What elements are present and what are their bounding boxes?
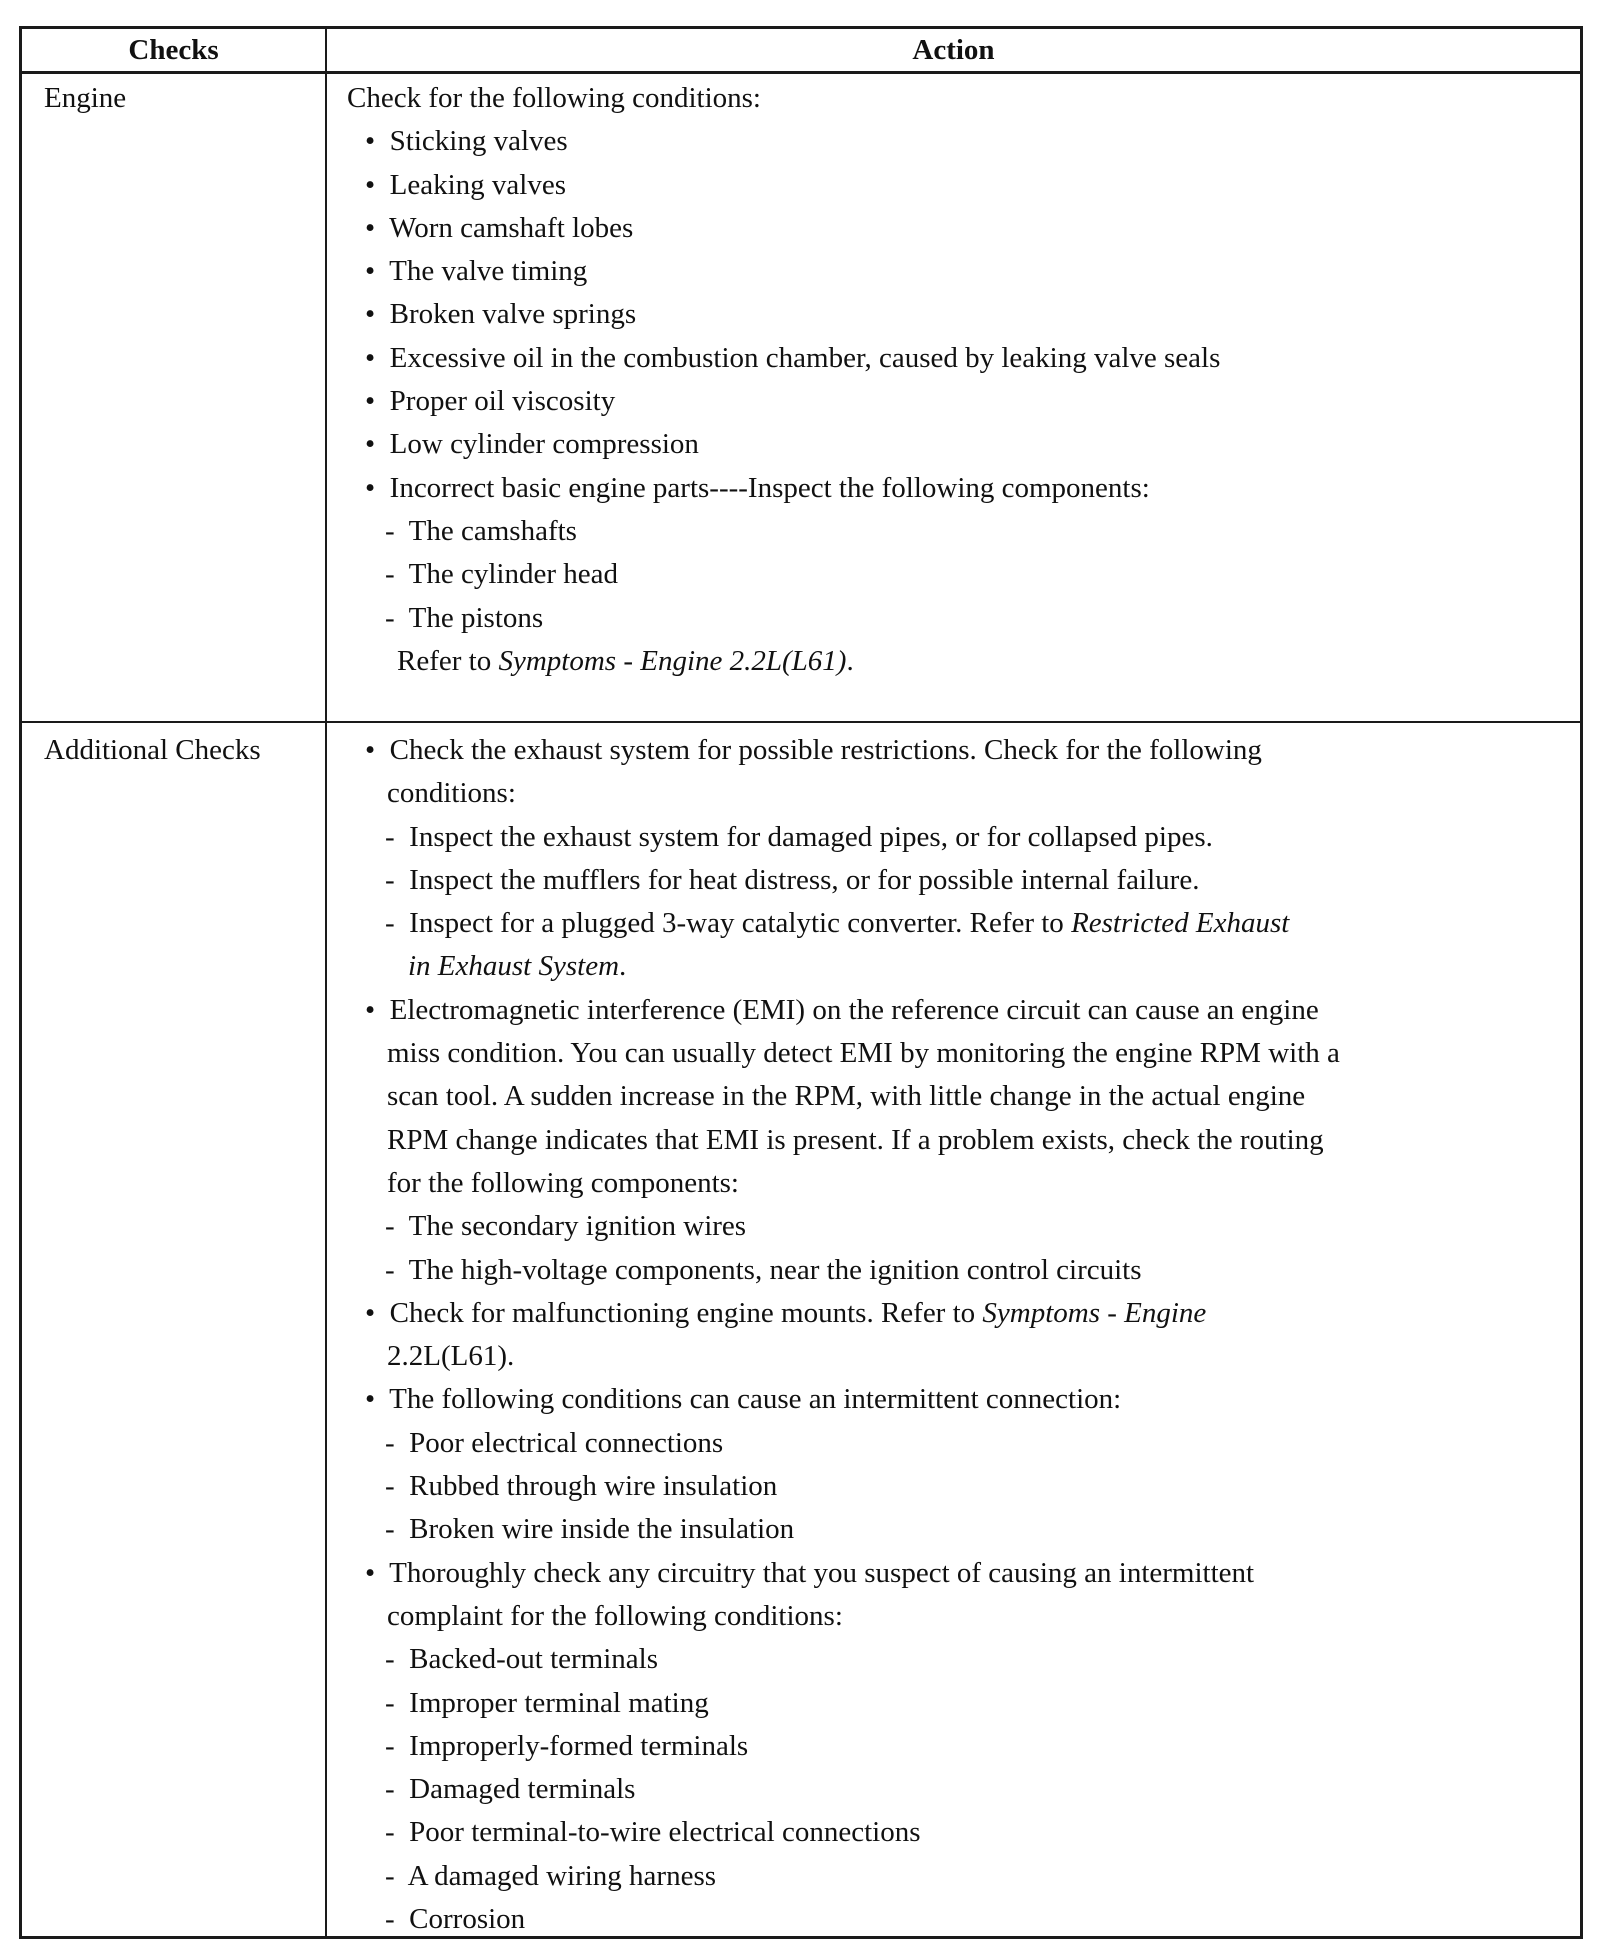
list-item: • Electromagnetic interference (EMI) on the reference circuit can cause an engine: [365, 993, 1319, 1026]
list-item: • Broken valve springs: [365, 298, 637, 331]
sub-item: - The camshafts: [385, 514, 577, 547]
list-item-continuation: RPM change indicates that EMI is present. If a problem exists, check the routing: [387, 1123, 1324, 1156]
table-header: [22, 29, 1580, 74]
engine-intro: Check for the following conditions:: [347, 82, 761, 114]
list-item: • Proper oil viscosity: [365, 385, 616, 418]
column-divider: [325, 29, 327, 1936]
sub-item: - A damaged wiring harness: [385, 1859, 717, 1892]
sub-item: - The cylinder head: [385, 558, 618, 591]
list-item: • Excessive oil in the combustion chamber, caused by leaking valve seals: [365, 341, 1221, 374]
sub-item: - Corrosion: [385, 1903, 526, 1936]
sub-item: - Inspect the exhaust system for damaged pipes, or for collapsed pipes.: [385, 820, 1213, 853]
sub-item: - The secondary ignition wires: [385, 1210, 747, 1243]
list-item-continuation: scan tool. A sudden increase in the RPM, with little change in the actual engine: [387, 1080, 1306, 1113]
sub-item: - Inspect for a plugged 3-way catalytic converter. Refer to Restricted Exhaust: [385, 907, 1290, 940]
symptoms-engine-link-2[interactable]: Symptoms - Engine: [982, 1296, 1207, 1329]
sub-item: - The high-voltage components, near the ignition control circuits: [385, 1253, 1142, 1286]
list-item-continuation: miss condition. You can usually detect EMI by monitoring the engine RPM with a: [387, 1037, 1340, 1070]
list-item: • Low cylinder compression: [365, 428, 699, 461]
restricted-exhaust-link-cont[interactable]: in Exhaust System: [408, 950, 620, 983]
engine-reference: Refer to Symptoms - Engine 2.2L(L61).: [397, 644, 854, 677]
sub-item: - Broken wire inside the insulation: [385, 1513, 795, 1546]
symptoms-engine-link[interactable]: Symptoms - Engine 2.2L(L61): [498, 644, 847, 677]
sub-item: - Inspect the mufflers for heat distress, or for possible internal failure.: [385, 863, 1200, 896]
list-item: • The valve timing: [365, 255, 588, 288]
sub-item: - Rubbed through wire insulation: [385, 1470, 778, 1503]
list-item: • Check for malfunctioning engine mounts. Refer to Symptoms - Engine: [365, 1296, 1207, 1329]
row-divider: [22, 721, 1580, 723]
list-item: • Worn camshaft lobes: [365, 211, 634, 244]
sub-item-continuation: in Exhaust System.: [408, 950, 627, 983]
sub-item: - The pistons: [385, 601, 544, 634]
sub-item: - Damaged terminals: [385, 1773, 636, 1806]
sub-item: - Poor electrical connections: [385, 1426, 724, 1459]
sub-item: - Improperly-formed terminals: [385, 1729, 749, 1762]
list-item-continuation: conditions:: [387, 777, 516, 810]
check-label-additional: Additional Checks: [44, 734, 261, 766]
sub-item: - Improper terminal mating: [385, 1686, 709, 1719]
checks-table: [19, 26, 1583, 1939]
header-checks: Checks: [128, 34, 219, 66]
restricted-exhaust-link[interactable]: Restricted Exhaust: [1071, 907, 1290, 940]
list-item: • Check the exhaust system for possible restrictions. Check for the following: [365, 734, 1262, 766]
list-item-continuation: complaint for the following conditions:: [387, 1599, 843, 1632]
check-label-engine: Engine: [44, 82, 127, 114]
list-item: • The following conditions can cause an intermittent connection:: [365, 1383, 1122, 1416]
list-item: • Incorrect basic engine parts----Inspect the following components:: [365, 471, 1150, 504]
header-action: Action: [912, 34, 995, 66]
list-item: • Thoroughly check any circuitry that you suspect of causing an intermittent: [365, 1556, 1255, 1589]
list-item: • Sticking valves: [365, 125, 568, 158]
list-item-continuation: for the following components:: [387, 1166, 739, 1199]
action-additional: [347, 729, 1340, 1941]
sub-item: - Backed-out terminals: [385, 1643, 659, 1676]
list-item-continuation: 2.2L(L61).: [387, 1340, 515, 1373]
action-engine: [347, 77, 1220, 683]
list-item: • Leaking valves: [365, 168, 567, 201]
sub-item: - Poor terminal-to-wire electrical connections: [385, 1816, 921, 1849]
